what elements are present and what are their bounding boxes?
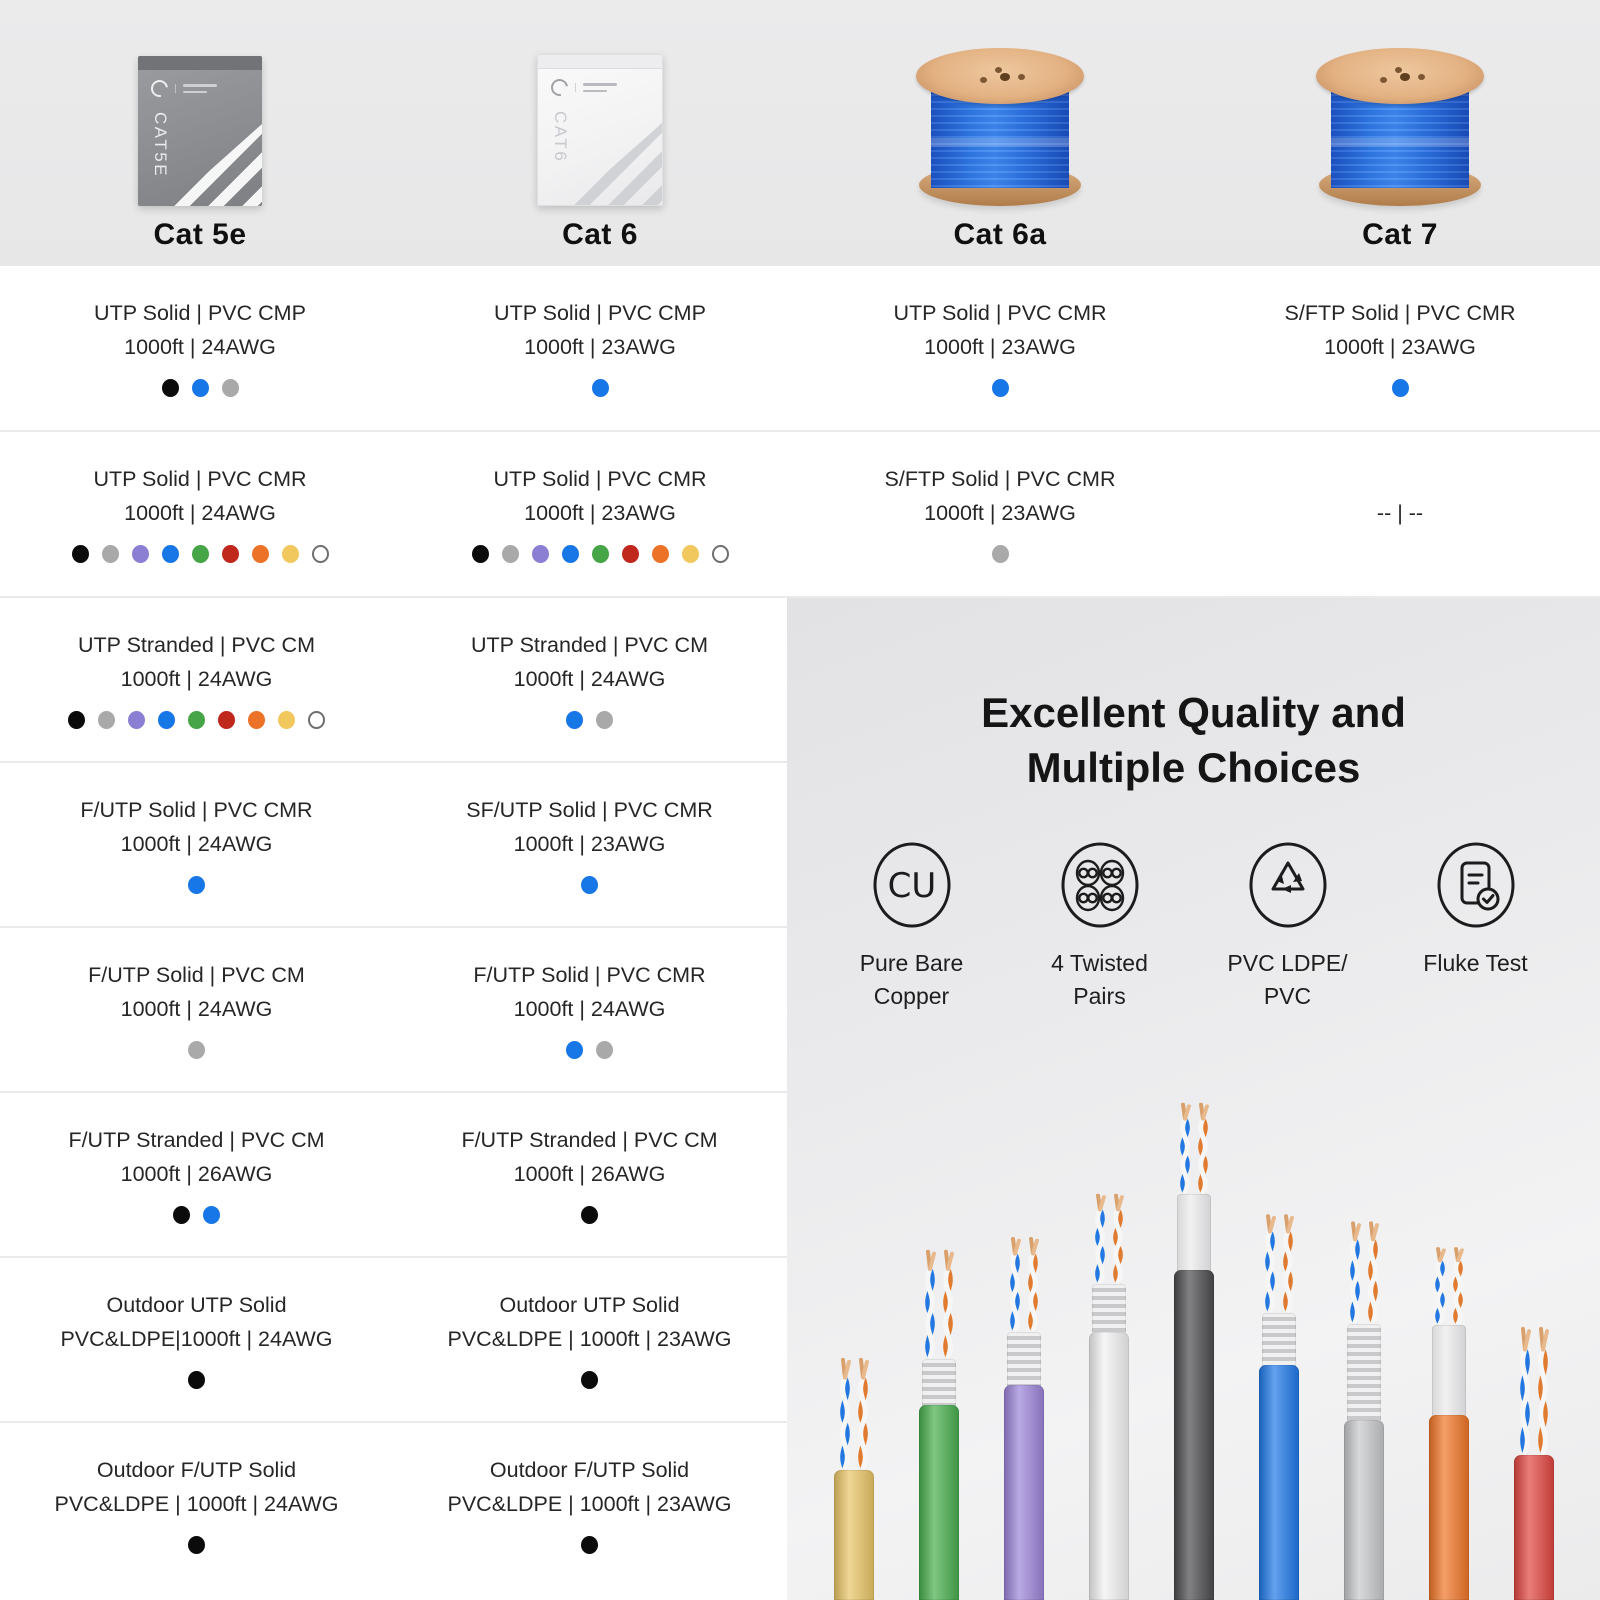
gray-color-dot (596, 1041, 613, 1059)
cable-jacket (1174, 1270, 1214, 1600)
spec-cell (0, 432, 400, 596)
cable-shield (922, 1359, 956, 1407)
yellow-color-dot (278, 711, 295, 729)
spec-table-left-rows (0, 598, 787, 1600)
color-options (0, 378, 400, 398)
product-label-cat7: Cat 7 (1362, 218, 1438, 251)
product-column-cat6a (800, 0, 1200, 266)
black-color-dot (581, 1536, 598, 1554)
gray-color-dot (992, 545, 1009, 563)
cable-jacket (834, 1470, 874, 1600)
spec-line-primary: F/UTP Solid | PVC CM (88, 963, 305, 987)
color-options (393, 710, 786, 730)
spec-line-primary: Outdoor UTP Solid (499, 1293, 680, 1317)
feature-fluke-test (1397, 839, 1555, 1012)
purple-color-dot (532, 545, 549, 563)
yellow-color-dot (282, 545, 299, 563)
cable (1514, 1320, 1554, 1600)
spec-cell (400, 432, 800, 596)
spec-line-primary: F/UTP Stranded | PVC CM (461, 1128, 718, 1152)
color-options (400, 544, 800, 564)
blue-color-dot (992, 379, 1009, 397)
product-column-cat7 (1200, 0, 1600, 266)
product-column-cat5e (0, 0, 400, 266)
color-options (393, 875, 786, 895)
box-stripes-decoration (170, 124, 262, 206)
cable-box (537, 54, 663, 206)
cable-shield (1007, 1332, 1041, 1387)
blue-color-dot (188, 876, 205, 894)
spec-line-primary: Outdoor F/UTP Solid (489, 1458, 690, 1482)
cable-box (138, 56, 262, 206)
red-color-dot (622, 545, 639, 563)
cable-jacket (1004, 1385, 1044, 1600)
spec-cell (0, 763, 393, 926)
spec-line-secondary: -- | -- (1376, 501, 1424, 525)
purple-color-dot (132, 545, 149, 563)
feature-label: Pure Bare Copper (859, 950, 964, 1009)
spec-line-primary: UTP Solid | PVC CMR (93, 467, 307, 491)
color-options (0, 544, 400, 564)
quality-panel-title: Excellent Quality and Multiple Choices (981, 689, 1406, 791)
cable-shield (1262, 1313, 1296, 1367)
green-color-dot (592, 545, 609, 563)
cable (1429, 1243, 1469, 1600)
spec-cell (393, 1258, 786, 1421)
fs-logo-icon (548, 76, 572, 100)
gray-color-dot (502, 545, 519, 563)
blue-color-dot (566, 1041, 583, 1059)
twisted-pairs (1172, 1098, 1216, 1194)
yellow-color-dot (682, 545, 699, 563)
spec-cell (393, 928, 786, 1091)
color-options (400, 378, 800, 398)
spec-line-primary: Outdoor F/UTP Solid (96, 1458, 297, 1482)
product-label-cat6: Cat 6 (562, 218, 638, 251)
twisted-pairs (1342, 1216, 1386, 1324)
spec-cell (0, 1093, 393, 1256)
cable-shield (1177, 1194, 1211, 1272)
spec-line-primary: SF/UTP Solid | PVC CMR (466, 798, 713, 822)
spec-line-secondary: 1000ft | 26AWG (513, 1162, 666, 1186)
feature-label: 4 Twisted Pairs (1051, 950, 1148, 1009)
black-color-dot (188, 1536, 205, 1554)
color-options (393, 1370, 786, 1390)
feature-4-twisted-pairs (1021, 839, 1179, 1012)
spec-line-secondary: 1000ft | 24AWG (120, 997, 273, 1021)
color-options (800, 378, 1200, 398)
blue-color-dot (592, 379, 609, 397)
cable-shield (1432, 1325, 1466, 1417)
green-color-dot (188, 711, 205, 729)
cable (1089, 1189, 1129, 1600)
purple-color-dot (128, 711, 145, 729)
black-color-dot (173, 1206, 190, 1224)
color-options (0, 1205, 393, 1225)
fs-logo (151, 80, 217, 97)
fs-logo-text (575, 83, 617, 92)
product-label-cat6a: Cat 6a (953, 218, 1047, 251)
twisted-pairs (1512, 1320, 1556, 1455)
cat7-spool-image (1316, 10, 1484, 206)
feature-list (787, 839, 1600, 1012)
spec-row (0, 266, 1600, 430)
spec-row (0, 1091, 787, 1256)
cat6a-spool-image (916, 10, 1084, 206)
black-color-dot (581, 1206, 598, 1224)
color-options (1200, 378, 1600, 398)
cat5e-box-image (138, 10, 262, 206)
spec-row (0, 1421, 787, 1586)
orange-color-dot (652, 545, 669, 563)
color-options (0, 1370, 393, 1390)
orange-color-dot (248, 711, 265, 729)
spec-line-secondary: 1000ft | 23AWG (924, 335, 1076, 359)
spec-line-primary: UTP Stranded | PVC CM (78, 633, 315, 657)
spec-cell (0, 266, 400, 430)
spec-line-primary: Outdoor UTP Solid (106, 1293, 287, 1317)
product-column-cat6 (400, 0, 800, 266)
cables-photo (787, 1060, 1600, 1600)
cable (1344, 1216, 1384, 1600)
gray-color-dot (102, 545, 119, 563)
spec-line-primary: UTP Stranded | PVC CM (471, 633, 708, 657)
gray-color-dot (222, 379, 239, 397)
spec-line-secondary: 1000ft | 26AWG (120, 1162, 273, 1186)
white-color-dot (308, 711, 325, 729)
spec-cell (0, 1258, 393, 1421)
red-color-dot (218, 711, 235, 729)
spec-line-secondary: 1000ft | 23AWG (524, 501, 676, 525)
cable-shield (1092, 1284, 1126, 1334)
feature-label: Fluke Test (1423, 950, 1528, 977)
fluke-test-icon (1432, 839, 1520, 931)
spec-row (0, 598, 787, 761)
spec-line-secondary: PVC&LDPE | 1000ft | 24AWG (54, 1492, 339, 1516)
blue-color-dot (581, 876, 598, 894)
color-options (0, 710, 393, 730)
twisted-pairs (1087, 1189, 1131, 1284)
spec-cell (800, 266, 1200, 430)
blue-color-dot (158, 711, 175, 729)
twisted-pairs (1427, 1243, 1471, 1325)
spec-cell (0, 928, 393, 1091)
color-options (0, 1535, 393, 1555)
spool-top-flange (916, 48, 1084, 104)
spec-row (0, 430, 1600, 596)
spec-line-secondary: PVC&LDPE|1000ft | 24AWG (60, 1327, 333, 1351)
cable-jacket (919, 1405, 959, 1600)
spec-row (0, 1256, 787, 1421)
gray-color-dot (98, 711, 115, 729)
twisted-pairs (1257, 1209, 1301, 1313)
spec-cell (1200, 432, 1600, 596)
spec-line-primary: UTP Solid | PVC CMR (493, 467, 707, 491)
fs-logo-icon (148, 77, 172, 101)
spec-line-primary: F/UTP Solid | PVC CMR (80, 798, 313, 822)
spec-cell (393, 1093, 786, 1256)
box-category-text: CAT5E (151, 112, 170, 179)
black-color-dot (162, 379, 179, 397)
box-category-text: CAT6 (551, 111, 570, 164)
product-header (0, 0, 1600, 266)
twisted-pairs (1002, 1232, 1046, 1332)
color-options (393, 1205, 786, 1225)
spec-line-primary: F/UTP Stranded | PVC CM (68, 1128, 325, 1152)
spec-line-primary: F/UTP Solid | PVC CMR (473, 963, 706, 987)
color-options (1200, 544, 1600, 564)
spec-line-primary: UTP Solid | PVC CMP (94, 301, 306, 325)
quality-panel (787, 598, 1600, 1600)
blue-color-dot (562, 545, 579, 563)
blue-color-dot (566, 711, 583, 729)
spec-cell (393, 598, 786, 761)
color-options (800, 544, 1200, 564)
spec-line-secondary: PVC&LDPE | 1000ft | 23AWG (447, 1327, 732, 1351)
cable-jacket (1259, 1365, 1299, 1600)
red-color-dot (222, 545, 239, 563)
twisted-pairs-icon (1056, 839, 1144, 931)
spec-line-secondary: 1000ft | 24AWG (513, 997, 666, 1021)
cable-spool (1316, 48, 1484, 206)
fs-logo-text (175, 84, 217, 93)
blue-color-dot (203, 1206, 220, 1224)
feature-label: PVC LDPE/ PVC (1227, 950, 1348, 1009)
spec-cell (800, 432, 1200, 596)
spec-row (0, 926, 787, 1091)
spec-cell (400, 266, 800, 430)
bottom-section (0, 596, 1600, 1600)
box-stripes-decoration (570, 123, 662, 205)
cable (919, 1244, 959, 1600)
black-color-dot (188, 1371, 205, 1389)
spec-line-secondary: 1000ft | 23AWG (524, 335, 676, 359)
black-color-dot (581, 1371, 598, 1389)
cable-shield (1347, 1324, 1381, 1422)
spec-line-secondary: 1000ft | 24AWG (513, 667, 666, 691)
svg-text:CU: CU (887, 866, 936, 907)
black-color-dot (68, 711, 85, 729)
spec-line-secondary: 1000ft | 24AWG (120, 667, 273, 691)
cable-jacket (1344, 1420, 1384, 1600)
spool-top-flange (1316, 48, 1484, 104)
cable (834, 1352, 874, 1600)
gray-color-dot (188, 1041, 205, 1059)
blue-color-dot (192, 379, 209, 397)
cu-copper-icon (868, 839, 956, 931)
green-color-dot (192, 545, 209, 563)
spec-line-primary (1200, 462, 1600, 496)
feature-pure-bare-copper (833, 839, 991, 1012)
spec-line-primary: S/FTP Solid | PVC CMR (884, 467, 1116, 491)
spec-cell (393, 1423, 786, 1586)
color-options (393, 1535, 786, 1555)
spec-line-secondary: 1000ft | 23AWG (1324, 335, 1476, 359)
cable-jacket (1089, 1332, 1129, 1600)
spec-line-secondary: 1000ft | 24AWG (124, 501, 276, 525)
blue-color-dot (162, 545, 179, 563)
spec-line-secondary: PVC&LDPE | 1000ft | 23AWG (447, 1492, 732, 1516)
spec-line-primary: S/FTP Solid | PVC CMR (1284, 301, 1516, 325)
color-options (0, 1040, 393, 1060)
white-color-dot (312, 545, 329, 563)
spec-line-primary: UTP Solid | PVC CMP (494, 301, 706, 325)
spec-table-top-rows (0, 266, 1600, 596)
cable-jacket (1429, 1415, 1469, 1600)
twisted-pairs (832, 1352, 876, 1470)
cat6-box-image (537, 10, 663, 206)
spec-line-secondary: 1000ft | 24AWG (124, 335, 276, 359)
cable (1259, 1209, 1299, 1600)
cable (1174, 1098, 1214, 1600)
spec-line-secondary: 1000ft | 23AWG (924, 501, 1076, 525)
spec-cell (393, 763, 786, 926)
cable-jacket (1514, 1455, 1554, 1600)
spec-cell (0, 598, 393, 761)
cable-spool (916, 48, 1084, 206)
spec-row (0, 761, 787, 926)
blue-color-dot (1392, 379, 1409, 397)
gray-color-dot (596, 711, 613, 729)
recycle-icon (1244, 839, 1332, 931)
color-options (0, 875, 393, 895)
spec-cell (0, 1423, 393, 1586)
cable (1004, 1232, 1044, 1600)
black-color-dot (472, 545, 489, 563)
white-color-dot (712, 545, 729, 563)
product-label-cat5e: Cat 5e (153, 218, 247, 251)
orange-color-dot (252, 545, 269, 563)
feature-pvc-ldpe (1209, 839, 1367, 1012)
spec-line-primary: UTP Solid | PVC CMR (893, 301, 1107, 325)
fs-logo (551, 79, 617, 96)
black-color-dot (72, 545, 89, 563)
spec-line-secondary: 1000ft | 23AWG (513, 832, 666, 856)
color-options (393, 1040, 786, 1060)
spec-line-secondary: 1000ft | 24AWG (120, 832, 273, 856)
spec-cell (1200, 266, 1600, 430)
twisted-pairs (917, 1244, 961, 1359)
